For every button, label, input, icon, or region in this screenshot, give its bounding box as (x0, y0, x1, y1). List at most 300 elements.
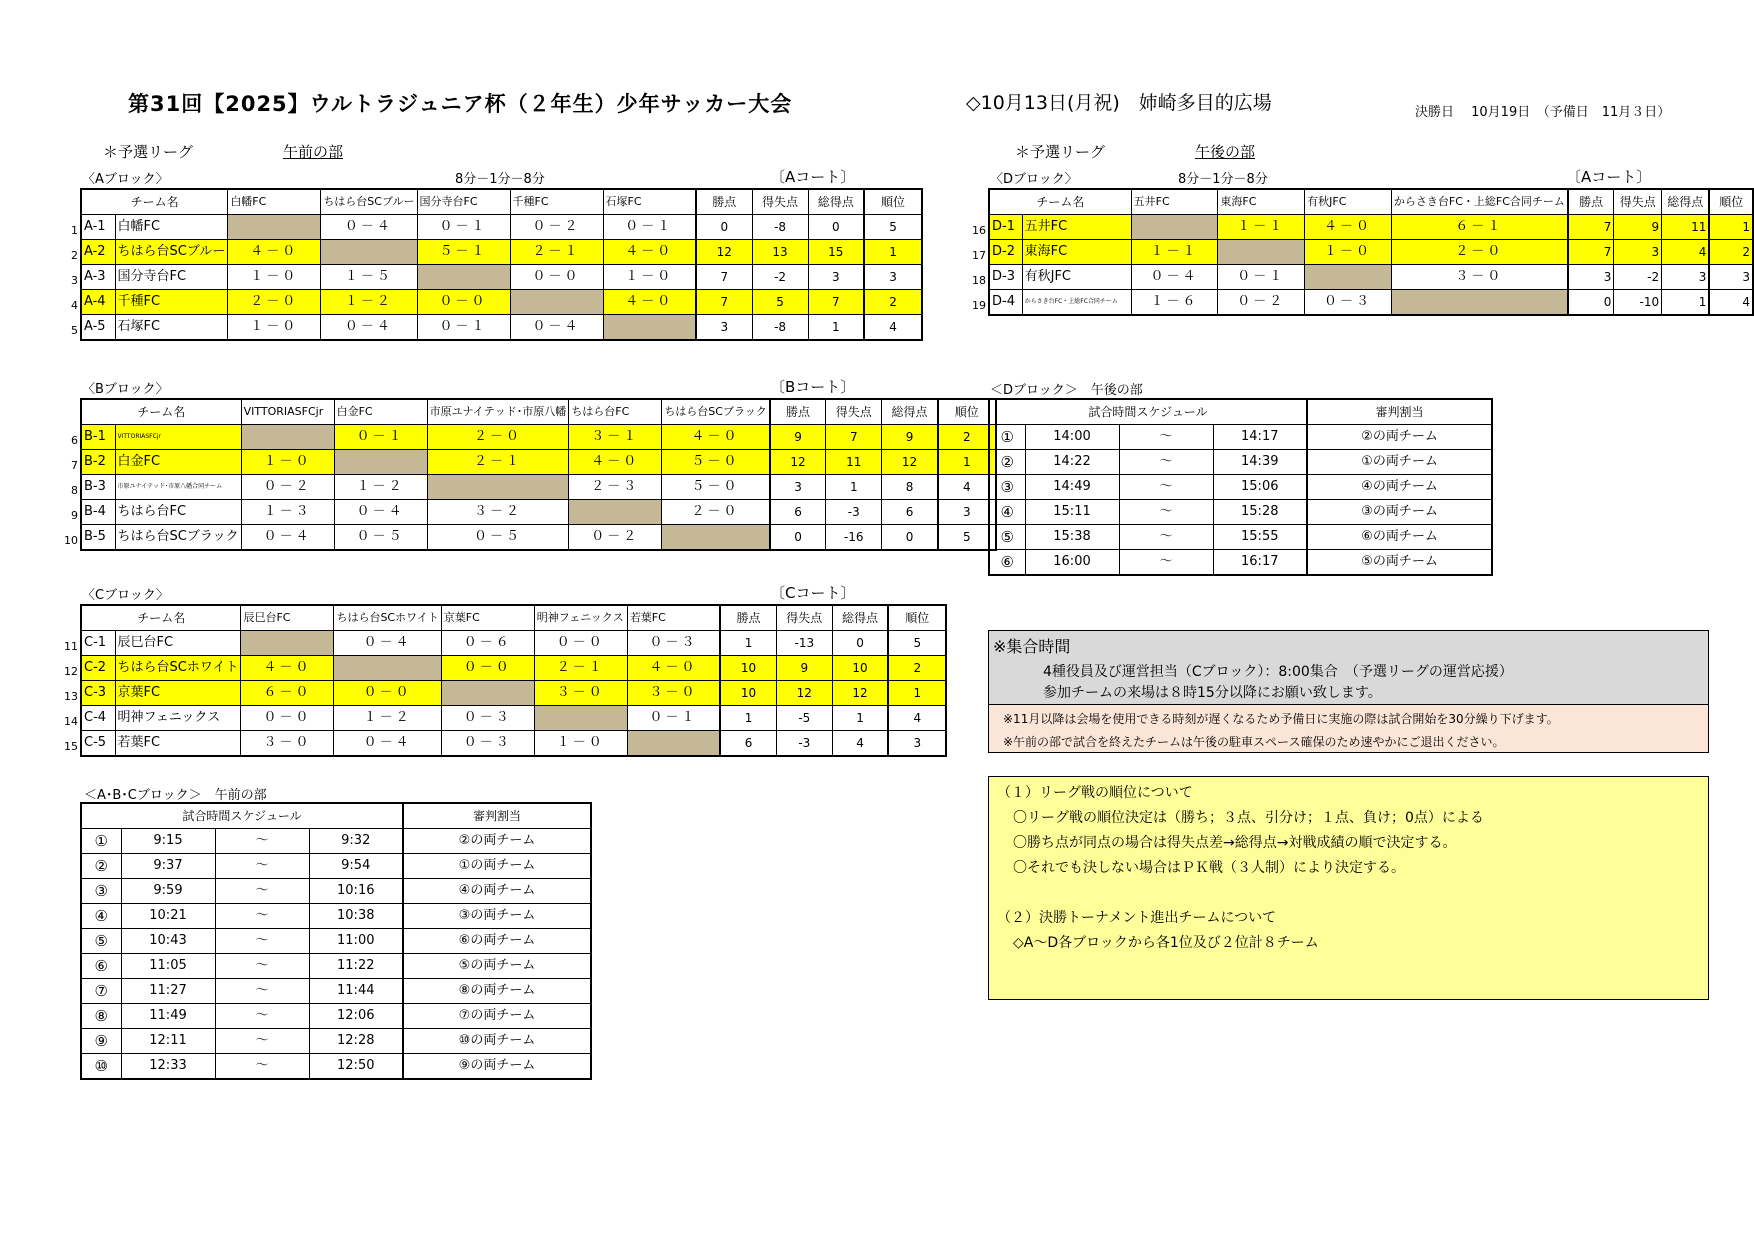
score-cell: １－０ (603, 265, 696, 290)
schedule-row (81, 879, 591, 904)
gd-cell: 9 (776, 656, 832, 681)
final-day: 決勝日 10月19日 （予備日 11月３日） (1415, 105, 1671, 120)
gf-cell: 0 (832, 631, 888, 656)
score-cell: ０－３ (441, 731, 534, 757)
block-b-court: 〔Bコート〕 (770, 378, 856, 396)
row-number: 1 (71, 224, 78, 237)
score-cell: ４－０ (241, 656, 334, 681)
score-cell: ４－０ (1305, 215, 1392, 240)
schedule-row (81, 979, 591, 1004)
score-cell: ０－１ (603, 215, 696, 240)
points-cell: 0 (1568, 290, 1614, 316)
gd-cell: 11 (826, 450, 882, 475)
gathering-title: ※集合時間 (993, 637, 1071, 656)
start-time: 11:05 (121, 954, 215, 979)
team-row (81, 706, 946, 731)
match-number: ④ (81, 904, 121, 929)
gf-header: 総得点 (1662, 189, 1710, 215)
rank-cell: 2 (864, 290, 922, 315)
score-cell: ０－５ (427, 525, 569, 551)
tilde: ～ (215, 904, 309, 929)
block-a-minutes: 8分－1分－8分 (455, 172, 545, 187)
gf-cell: 7 (808, 290, 864, 315)
gd-cell: -3 (776, 731, 832, 757)
header-row (81, 605, 946, 631)
block-a-label: 〈Aブロック〉 (82, 172, 169, 187)
opponent-header: 五井FC (1131, 189, 1218, 215)
points-cell: 12 (770, 450, 826, 475)
rank-cell: 4 (1709, 290, 1753, 316)
points-cell: 1 (720, 631, 776, 656)
points-cell: 0 (696, 215, 752, 240)
opponent-header: ちはら台SCブルー (321, 189, 417, 215)
team-name-header: チーム名 (81, 399, 241, 425)
score-cell: １－２ (321, 290, 417, 315)
match-number: ⑤ (81, 929, 121, 954)
score-cell: １－６ (1131, 290, 1218, 316)
rank-cell: 4 (938, 475, 996, 500)
tilde: ～ (215, 879, 309, 904)
score-cell: １－０ (228, 315, 321, 341)
team-row (81, 315, 922, 341)
gd-cell: -13 (776, 631, 832, 656)
end-time: 12:06 (309, 1004, 403, 1029)
points-cell: 0 (770, 525, 826, 551)
row-number: 4 (71, 299, 78, 312)
gf-cell: 3 (808, 265, 864, 290)
team-row (989, 240, 1753, 265)
team-name-header: チーム名 (81, 189, 228, 215)
schedule-header-row (989, 399, 1492, 425)
score-cell (1218, 240, 1305, 265)
team-row (81, 631, 946, 656)
row-number: 6 (71, 434, 78, 447)
score-cell: ４－０ (228, 240, 321, 265)
start-time: 9:37 (121, 854, 215, 879)
team-code: B-1 (81, 425, 115, 450)
rank-cell: 2 (938, 425, 996, 450)
rank-cell: 5 (938, 525, 996, 551)
score-cell: ６－１ (1391, 215, 1568, 240)
row-number: 12 (64, 665, 78, 678)
score-cell: ４－０ (603, 240, 696, 265)
team-code: B-5 (81, 525, 115, 551)
tilde: ～ (1119, 475, 1213, 500)
match-number: ② (989, 450, 1025, 475)
score-cell: ２－１ (534, 656, 627, 681)
end-time: 11:00 (309, 929, 403, 954)
gd-cell: -16 (826, 525, 882, 551)
schedule-row (989, 475, 1492, 500)
block-d-court: 〔Aコート〕 (1566, 168, 1652, 186)
end-time: 15:55 (1213, 525, 1307, 550)
team-name: 東海FC (1022, 240, 1131, 265)
row-number: 9 (71, 509, 78, 522)
score-cell: ６－０ (241, 681, 334, 706)
score-cell (534, 706, 627, 731)
match-number: ⑥ (81, 954, 121, 979)
score-cell: ５－０ (662, 450, 770, 475)
tilde: ～ (1119, 550, 1213, 576)
team-name: 白幡FC (115, 215, 228, 240)
score-cell: ０－０ (417, 290, 510, 315)
score-cell: ３－２ (427, 500, 569, 525)
gd-header: 得失点 (826, 399, 882, 425)
score-cell (417, 265, 510, 290)
team-name: ちはら台SCブラック (115, 525, 241, 551)
start-time: 9:15 (121, 829, 215, 854)
score-cell (1131, 215, 1218, 240)
score-cell: １－３ (241, 500, 334, 525)
end-time: 9:32 (309, 829, 403, 854)
score-cell: ０－３ (627, 631, 720, 656)
opponent-header: 白金FC (334, 399, 427, 425)
opponent-header: 京葉FC (441, 605, 534, 631)
team-code: C-5 (81, 731, 115, 757)
team-name: VITTORIASFCjr (115, 425, 241, 450)
rank-cell: 1 (864, 240, 922, 265)
points-cell: 10 (720, 681, 776, 706)
rules-h2: （２）決勝トーナメント進出チームについて (997, 910, 1277, 926)
referee-assign: ④の両チーム (403, 879, 591, 904)
row-number: 7 (71, 459, 78, 472)
match-number: ④ (989, 500, 1025, 525)
schedule-row (81, 1054, 591, 1080)
league-table (988, 188, 1754, 316)
score-cell: ０－０ (534, 631, 627, 656)
block-c-table (64, 604, 947, 757)
points-cell: 1 (720, 706, 776, 731)
match-number: ⑥ (989, 550, 1025, 576)
score-cell: ２－１ (510, 240, 603, 265)
team-code: A-5 (81, 315, 115, 341)
gd-cell: -10 (1614, 290, 1662, 316)
score-cell: ５－１ (417, 240, 510, 265)
gf-header: 総得点 (832, 605, 888, 631)
rules-h1: （１）リーグ戦の順位について (997, 785, 1193, 801)
row-number: 11 (64, 640, 78, 653)
team-row (81, 656, 946, 681)
block-b-label: 〈Bブロック〉 (82, 382, 169, 397)
team-name: 明神フェニックス (115, 706, 241, 731)
gathering-line1: 4種役員及び運営担当（Cブロック）：8:00集合 （予選リーグの運営応援） (1043, 664, 1513, 680)
start-time: 10:43 (121, 929, 215, 954)
rules-l3: 〇それでも決しない場合はＰＫ戦（３人制）により決定する。 (1013, 860, 1405, 876)
score-cell: ０－４ (321, 315, 417, 341)
end-time: 16:17 (1213, 550, 1307, 576)
opponent-header: 東海FC (1218, 189, 1305, 215)
team-row (81, 681, 946, 706)
team-code: B-2 (81, 450, 115, 475)
rank-header: 順位 (1709, 189, 1753, 215)
schedule-row (81, 854, 591, 879)
session-label-pm: 午後の部 (1195, 143, 1256, 161)
schedule-time-header: 試合時間スケジュール (81, 803, 403, 829)
score-cell: ２－１ (427, 450, 569, 475)
score-cell: ０－４ (1131, 265, 1218, 290)
header-row (989, 189, 1753, 215)
block-d-minutes: 8分－1分－8分 (1178, 172, 1268, 187)
team-row (989, 265, 1753, 290)
score-cell (241, 631, 334, 656)
points-cell: 9 (770, 425, 826, 450)
team-code: D-3 (989, 265, 1022, 290)
score-cell: ０－１ (417, 315, 510, 341)
score-cell: ４－０ (662, 425, 770, 450)
start-time: 14:22 (1025, 450, 1119, 475)
score-cell: ３－０ (241, 731, 334, 757)
team-name: 京葉FC (115, 681, 241, 706)
gd-header: 得失点 (752, 189, 808, 215)
score-cell (510, 290, 603, 315)
score-cell: ０－２ (510, 215, 603, 240)
row-number: 5 (71, 324, 78, 337)
gf-cell: 9 (882, 425, 938, 450)
referee-assign: ③の両チーム (403, 904, 591, 929)
gd-cell: 13 (752, 240, 808, 265)
end-time: 10:16 (309, 879, 403, 904)
start-time: 14:49 (1025, 475, 1119, 500)
gd-cell: 1 (826, 475, 882, 500)
score-cell: ０－４ (510, 315, 603, 341)
block-a-table (71, 188, 923, 341)
points-cell: 7 (1568, 240, 1614, 265)
score-cell: ０－３ (441, 706, 534, 731)
rules-l1: 〇リーグ戦の順位決定は（勝ち；３点、引分け；１点、負け；0点）による (1013, 810, 1484, 826)
match-number: ③ (81, 879, 121, 904)
session-label-am: 午前の部 (283, 143, 344, 161)
match-number: ① (81, 829, 121, 854)
team-name: 白金FC (115, 450, 241, 475)
score-cell (627, 731, 720, 757)
team-name: からさき台FC・上総FC合同チーム (1022, 290, 1131, 316)
team-row (81, 731, 946, 757)
score-cell: １－１ (1218, 215, 1305, 240)
score-cell: ０－０ (441, 656, 534, 681)
opponent-header: VITTORIASFCjr (241, 399, 334, 425)
opponent-header: ちはら台FC (569, 399, 662, 425)
team-row (989, 215, 1753, 240)
team-name-header: チーム名 (81, 605, 241, 631)
start-time: 15:38 (1025, 525, 1119, 550)
end-time: 12:50 (309, 1054, 403, 1080)
tilde: ～ (1119, 500, 1213, 525)
score-cell: ０－４ (241, 525, 334, 551)
team-name: 若葉FC (115, 731, 241, 757)
score-cell (1391, 290, 1568, 316)
league-label-pm: ＊予選リーグ (1015, 143, 1106, 161)
team-name: ちはら台SCブルー (115, 240, 228, 265)
referee-assign: ①の両チーム (1307, 450, 1492, 475)
team-code: D-2 (989, 240, 1022, 265)
start-time: 11:49 (121, 1004, 215, 1029)
team-code: C-2 (81, 656, 115, 681)
row-number: 17 (972, 249, 986, 262)
gd-cell: -2 (752, 265, 808, 290)
schedule-pm-table (988, 398, 1493, 576)
score-cell: ０－４ (334, 631, 441, 656)
row-number: 2 (71, 249, 78, 262)
row-number: 15 (64, 740, 78, 753)
block-c-label: 〈Cブロック〉 (82, 588, 169, 603)
team-code: D-4 (989, 290, 1022, 316)
opponent-header: 市原ユナイテッド･市原八幡 (427, 399, 569, 425)
score-cell: ０－４ (321, 215, 417, 240)
gd-cell: -8 (752, 315, 808, 341)
rank-cell: 5 (888, 631, 946, 656)
opponent-header: 辰巳台FC (241, 605, 334, 631)
gf-cell: 12 (832, 681, 888, 706)
venue-date: ◇10月13日(月祝) 姉崎多目的広場 (966, 92, 1272, 114)
gathering-note2: ※午前の部で試合を終えたチームは午後の駐車スペース確保のため速やかにご退出ください。 (1003, 735, 1505, 749)
schedule-row (81, 904, 591, 929)
points-header: 勝点 (720, 605, 776, 631)
score-cell: １－２ (334, 475, 427, 500)
score-cell: ０－４ (334, 731, 441, 757)
score-cell (427, 475, 569, 500)
score-cell: ０－１ (627, 706, 720, 731)
tilde: ～ (1119, 450, 1213, 475)
score-cell (321, 240, 417, 265)
score-cell (241, 425, 334, 450)
block-d-label: 〈Dブロック〉 (990, 172, 1078, 187)
points-cell: 3 (770, 475, 826, 500)
gd-cell: -5 (776, 706, 832, 731)
gd-header: 得失点 (1614, 189, 1662, 215)
points-header: 勝点 (1568, 189, 1614, 215)
score-cell: ４－０ (603, 290, 696, 315)
schedule-row (989, 450, 1492, 475)
score-cell: １－０ (228, 265, 321, 290)
score-cell: ４－０ (627, 656, 720, 681)
schedule-row (81, 1004, 591, 1029)
score-cell: ０－６ (441, 631, 534, 656)
schedule-row (989, 550, 1492, 576)
score-cell: １－０ (241, 450, 334, 475)
tilde: ～ (215, 1054, 309, 1080)
rank-cell: 1 (1709, 215, 1753, 240)
schedule-ref-header: 審判割当 (1307, 399, 1492, 425)
score-cell: ０－０ (241, 706, 334, 731)
gf-cell: 6 (882, 500, 938, 525)
points-cell: 3 (696, 315, 752, 341)
team-code: C-3 (81, 681, 115, 706)
start-time: 11:27 (121, 979, 215, 1004)
opponent-header: 石塚FC (603, 189, 696, 215)
gd-cell: -2 (1614, 265, 1662, 290)
rank-cell: 1 (888, 681, 946, 706)
points-cell: 7 (696, 265, 752, 290)
referee-assign: ⑩の両チーム (403, 1029, 591, 1054)
gathering-note1: ※11月以降は会場を使用できる時刻が遅くなるため予備日に実施の際は試合開始を30分繰り下げます。 (1003, 712, 1559, 726)
team-row (81, 290, 922, 315)
score-cell: ０－４ (334, 500, 427, 525)
rules-box (988, 776, 1709, 1000)
match-number: ③ (989, 475, 1025, 500)
match-number: ⑧ (81, 1004, 121, 1029)
gd-cell: 3 (1614, 240, 1662, 265)
row-number: 8 (71, 484, 78, 497)
opponent-header: 千種FC (510, 189, 603, 215)
rank-cell: 5 (864, 215, 922, 240)
team-row (81, 525, 996, 551)
gf-cell: 4 (1662, 240, 1710, 265)
gd-cell: -3 (826, 500, 882, 525)
referee-assign: ⑦の両チーム (403, 1004, 591, 1029)
tilde: ～ (215, 1004, 309, 1029)
score-cell: ０－０ (334, 681, 441, 706)
gf-cell: 3 (1662, 265, 1710, 290)
gd-cell: 9 (1614, 215, 1662, 240)
score-cell: ２－０ (228, 290, 321, 315)
opponent-header: 白幡FC (228, 189, 321, 215)
team-row (81, 500, 996, 525)
team-name: 有秋JFC (1022, 265, 1131, 290)
start-time: 12:33 (121, 1054, 215, 1080)
rank-cell: 4 (864, 315, 922, 341)
start-time: 15:11 (1025, 500, 1119, 525)
score-cell: ３－１ (569, 425, 662, 450)
end-time: 10:38 (309, 904, 403, 929)
score-cell: １－０ (1305, 240, 1392, 265)
opponent-header: ちはら台SCブラック (662, 399, 770, 425)
score-cell: １－１ (1131, 240, 1218, 265)
score-cell: ０－３ (1305, 290, 1392, 316)
row-number: 18 (972, 274, 986, 287)
end-time: 12:28 (309, 1029, 403, 1054)
row-number: 14 (64, 715, 78, 728)
gf-cell: 12 (882, 450, 938, 475)
tilde: ～ (215, 829, 309, 854)
tilde: ～ (215, 929, 309, 954)
team-code: A-3 (81, 265, 115, 290)
rank-cell: 3 (864, 265, 922, 290)
rank-cell: 3 (938, 500, 996, 525)
team-code: B-3 (81, 475, 115, 500)
score-cell (334, 450, 427, 475)
score-cell: ０－０ (510, 265, 603, 290)
team-name: 千種FC (115, 290, 228, 315)
team-code: A-4 (81, 290, 115, 315)
points-header: 勝点 (696, 189, 752, 215)
team-row (81, 265, 922, 290)
team-name: 国分寺台FC (115, 265, 228, 290)
score-cell: ３－０ (627, 681, 720, 706)
match-number: ① (989, 425, 1025, 450)
score-cell (228, 215, 321, 240)
gf-header: 総得点 (882, 399, 938, 425)
gd-header: 得失点 (776, 605, 832, 631)
match-number: ⑨ (81, 1029, 121, 1054)
team-code: C-1 (81, 631, 115, 656)
page-title: 第31回【2025】ウルトラジュニア杯（２年生）少年サッカー大会 (128, 92, 793, 116)
gathering-line2: 参加チームの来場は８時15分以降にお願い致します。 (1043, 685, 1382, 701)
schedule-row (989, 500, 1492, 525)
gf-cell: 15 (808, 240, 864, 265)
gf-cell: 1 (1662, 290, 1710, 316)
referee-assign: ⑥の両チーム (403, 929, 591, 954)
schedule-row (989, 525, 1492, 550)
rank-header: 順位 (888, 605, 946, 631)
referee-assign: ②の両チーム (403, 829, 591, 854)
referee-assign: ⑤の両チーム (403, 954, 591, 979)
rank-cell: 3 (1709, 265, 1753, 290)
schedule-row (81, 1029, 591, 1054)
score-cell: ０－２ (569, 525, 662, 551)
match-number: ⑦ (81, 979, 121, 1004)
team-name: 石塚FC (115, 315, 228, 341)
score-cell: ０－２ (241, 475, 334, 500)
